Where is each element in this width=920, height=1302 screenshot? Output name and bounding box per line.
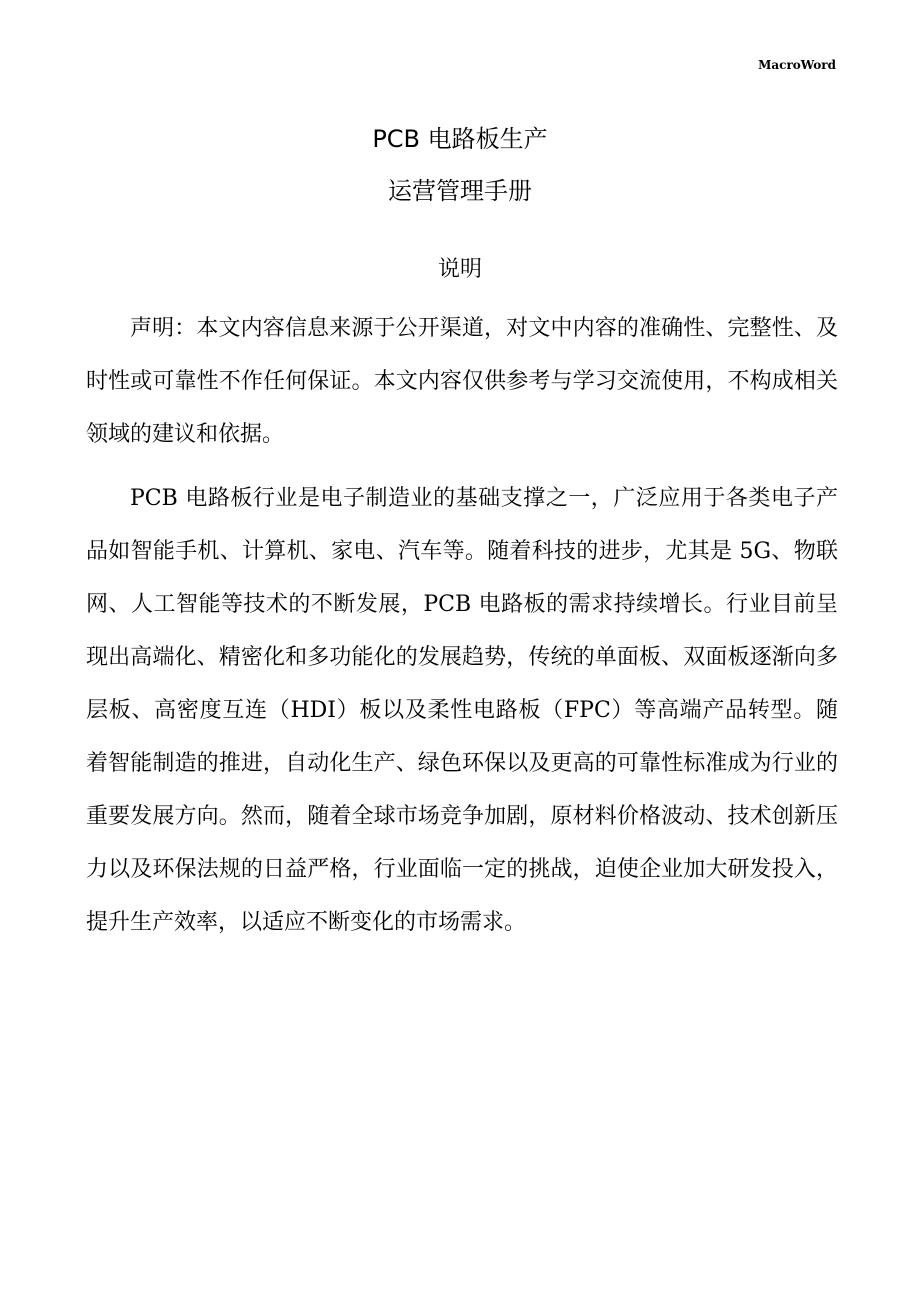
disclaimer-paragraph: 声明：本文内容信息来源于公开渠道，对文中内容的准确性、完整性、及时性或可靠性不作任何保证。本文内容仅供参考与学习交流使用，不构成相关领域的建议和依据。 [86,316,838,447]
overview-paragraph: PCB 电路板行业是电子制造业的基础支撑之一，广泛应用于各类电子产品如智能手机、计算机、家电、汽车等。随着科技的进步，尤其是 5G、物联网、人工智能等技术的不断发展，PCB 电路板的需求持续增长。行业目前呈现出高端化、精密化和多功能化的发展趋势，传统的单面板、双面板逐渐向多层板、高密度互连（HDI）板以及柔性电路板（FPC）等高端产品转型。随着智能制造的推进，自动化生产、绿色环保以及更高的可靠性标准成为行业的重要发展方向。然而，随着全球市场竞争加剧，原材料价格波动、技术创新压力以及环保法规的日益严格，行业面临一定的挑战，迫使企业加大研发投入，提升生产效率，以适应不断变化的市场需求。 [86,486,838,935]
document-title-line-2: 运营管理手册 [388,177,532,205]
document-title-line-1: PCB 电路板生产 [372,125,548,153]
header-brand: MacroWord [758,58,836,72]
section-heading: 说明 [437,257,482,282]
